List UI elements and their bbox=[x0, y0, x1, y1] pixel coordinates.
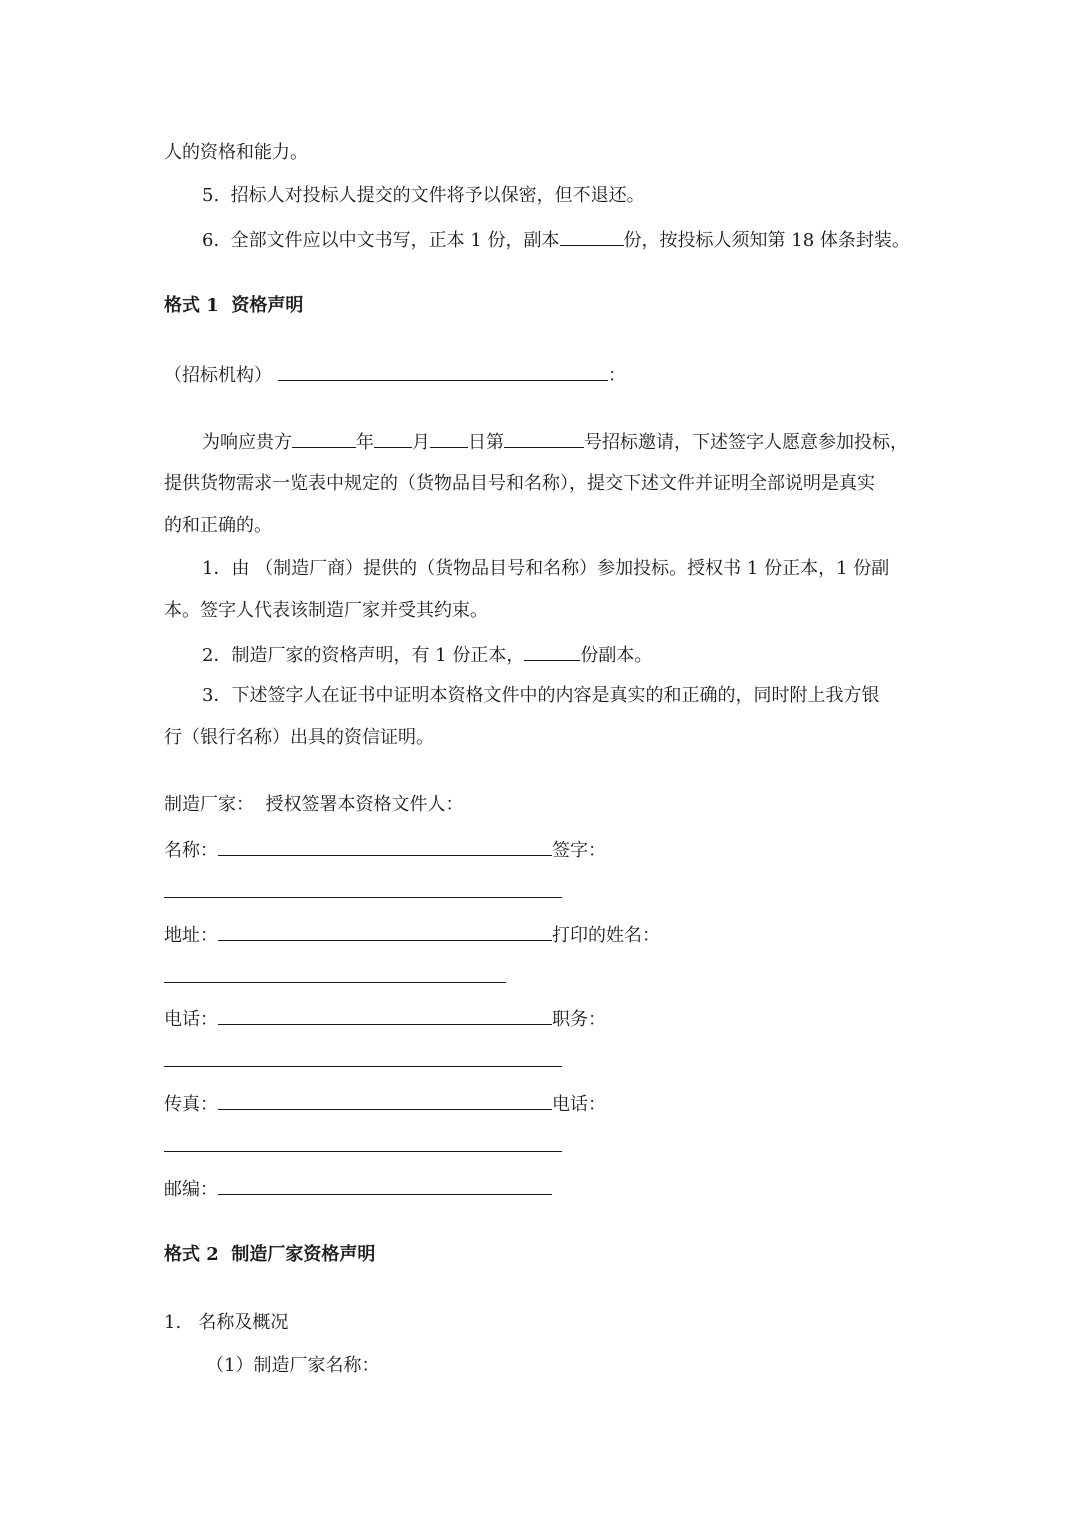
item1-line-2: 本。签字人代表该制造厂家并受其约束。 bbox=[164, 600, 488, 621]
section-1: 1. 名称及概况 bbox=[164, 1312, 289, 1333]
format1-heading: 格式 1 资格声明 bbox=[164, 295, 304, 316]
response-line-1: 为响应贵方 年 月 日第 号招标邀请，下述签字人愿意参加投标， bbox=[202, 429, 908, 455]
position-blank[interactable] bbox=[164, 1066, 562, 1067]
intro-item-5: 5. 招标人对投标人提交的文件将予以保密，但不退还。 bbox=[202, 185, 645, 206]
signature-blank[interactable] bbox=[164, 897, 562, 898]
sub-1: （1）制造厂家名称： bbox=[206, 1355, 380, 1376]
month-blank[interactable] bbox=[374, 429, 412, 448]
item3-line-2: 行（银行名称）出具的资信证明。 bbox=[164, 727, 434, 748]
response-line-3: 的和正确的。 bbox=[164, 515, 272, 536]
fax-blank[interactable] bbox=[218, 1091, 552, 1110]
item1-line-1: 1．由 （制造厂商）提供的（货物品目号和名称）参加投标。授权书 1 份正本，1 份副 bbox=[202, 558, 890, 579]
phone-row: 电话： 职务： bbox=[164, 1006, 606, 1032]
copies-blank[interactable] bbox=[560, 227, 624, 246]
format2-heading: 格式 2 制造厂家资格声明 bbox=[164, 1244, 376, 1265]
phone2-blank[interactable] bbox=[164, 1151, 562, 1152]
agency-line: （招标机构） ： bbox=[164, 362, 626, 388]
name-row: 名称： 签字： bbox=[164, 837, 606, 863]
item3-line-1: 3．下述签字人在证书中证明本资格文件中的内容是真实的和正确的，同时附上我方银 bbox=[202, 685, 880, 706]
name-blank[interactable] bbox=[218, 837, 552, 856]
copies2-blank[interactable] bbox=[524, 642, 580, 661]
agency-blank[interactable] bbox=[278, 362, 608, 381]
year-blank[interactable] bbox=[292, 429, 356, 448]
day-blank[interactable] bbox=[430, 429, 468, 448]
phone-blank[interactable] bbox=[218, 1006, 552, 1025]
response-line-2: 提供货物需求一览表中规定的（货物品目号和名称），提交下述文件并证明全部说明是真实 bbox=[164, 473, 875, 494]
fax-row: 传真： 电话： bbox=[164, 1091, 606, 1117]
printed-name-blank[interactable] bbox=[164, 982, 506, 983]
sign-header: 制造厂家： 授权签署本资格文件人： bbox=[164, 794, 464, 815]
intro-item-6: 6. 全部文件应以中文书写，正本 1 份，副本 份，按投标人须知第 18 体条封装。 bbox=[202, 227, 910, 253]
item2-line: 2．制造厂家的资格声明，有 1 份正本， 份副本。 bbox=[202, 642, 652, 668]
address-blank[interactable] bbox=[218, 922, 552, 941]
postcode-row: 邮编： bbox=[164, 1176, 552, 1202]
number-blank[interactable] bbox=[504, 429, 584, 448]
postcode-blank[interactable] bbox=[218, 1176, 552, 1195]
intro-continuation: 人的资格和能力。 bbox=[164, 142, 308, 163]
address-row: 地址： 打印的姓名： bbox=[164, 922, 660, 948]
